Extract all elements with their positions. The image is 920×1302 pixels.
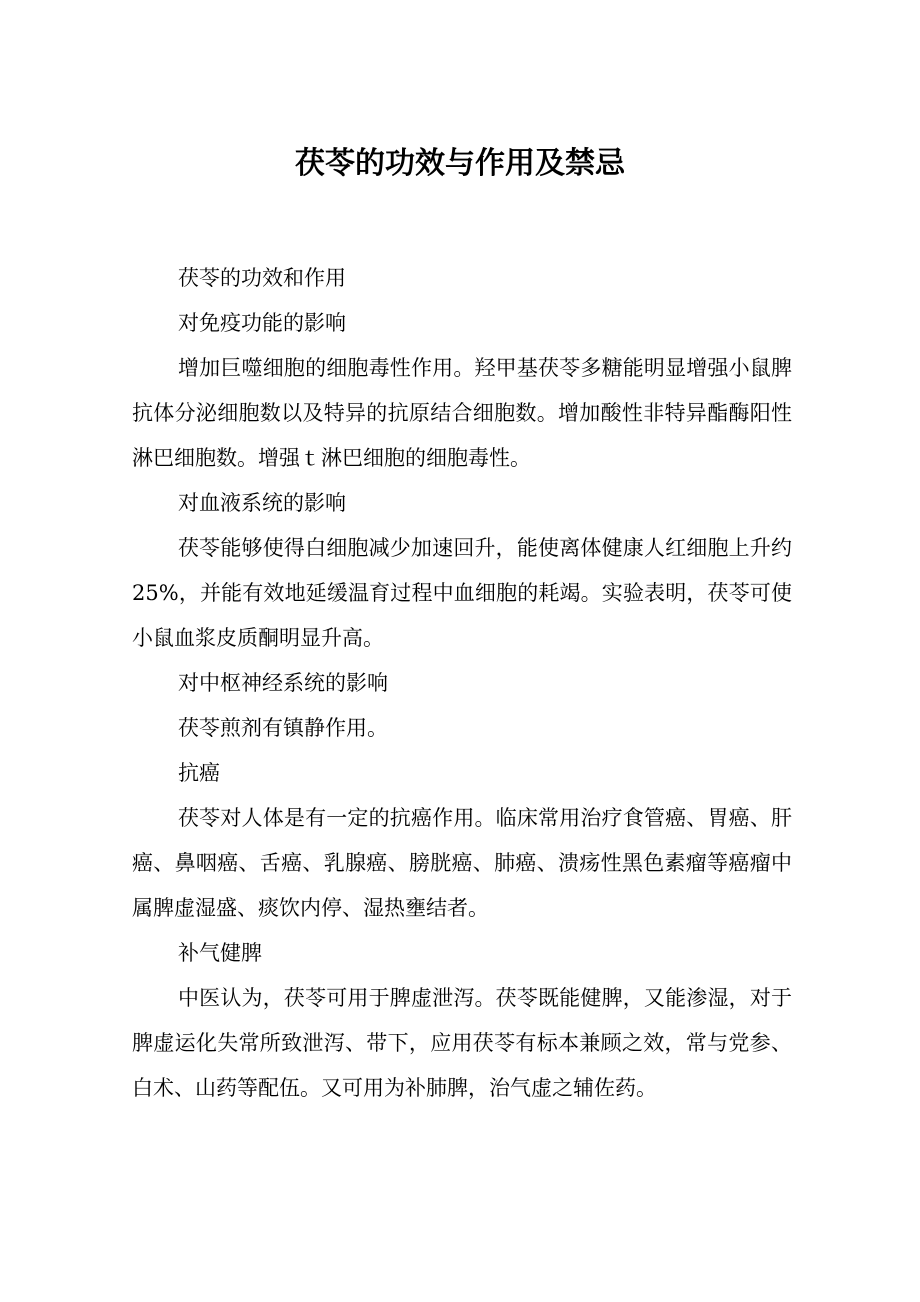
paragraph-blood: 茯苓能够使得白细胞减少加速回升，能使离体健康人红细胞上升约25%，并能有效地延缓温育过程中血细胞的耗竭。实验表明，茯苓可使小鼠血浆皮质酮明显升高。 — [132, 536, 792, 650]
section-heading-nervous: 对中枢神经系统的影响 — [178, 671, 388, 695]
document-body — [132, 256, 792, 1111]
document-title: 茯苓的功效与作用及禁忌 — [295, 146, 625, 181]
section-heading-efficacy: 茯苓的功效和作用 — [178, 266, 346, 290]
section-heading-blood: 对血液系统的影响 — [178, 491, 346, 515]
paragraph-spleen: 中医认为，茯苓可用于脾虚泄泻。茯苓既能健脾，又能渗湿，对于脾虚运化失常所致泄泻、带下，应用茯苓有标本兼顾之效，常与党参、白术、山药等配伍。又可用为补肺脾，治气虚之辅佐药。 — [132, 986, 792, 1100]
section-heading-anticancer: 抗癌 — [178, 761, 220, 785]
paragraph-anticancer: 茯苓对人体是有一定的抗癌作用。临床常用治疗食管癌、胃癌、肝癌、鼻咽癌、舌癌、乳腺癌、膀胱癌、肺癌、溃疡性黑色素瘤等癌瘤中属脾虚湿盛、痰饮内停、湿热壅结者。 — [132, 806, 792, 920]
section-heading-immune: 对免疫功能的影响 — [178, 311, 346, 335]
paragraph-immune: 增加巨噬细胞的细胞毒性作用。羟甲基茯苓多糖能明显增强小鼠脾抗体分泌细胞数以及特异的抗原结合细胞数。增加酸性非特异酯酶阳性淋巴细胞数。增强ｔ淋巴细胞的细胞毒性。 — [132, 356, 792, 470]
section-heading-spleen: 补气健脾 — [178, 941, 262, 965]
paragraph-nervous: 茯苓煎剂有镇静作用。 — [178, 716, 388, 740]
